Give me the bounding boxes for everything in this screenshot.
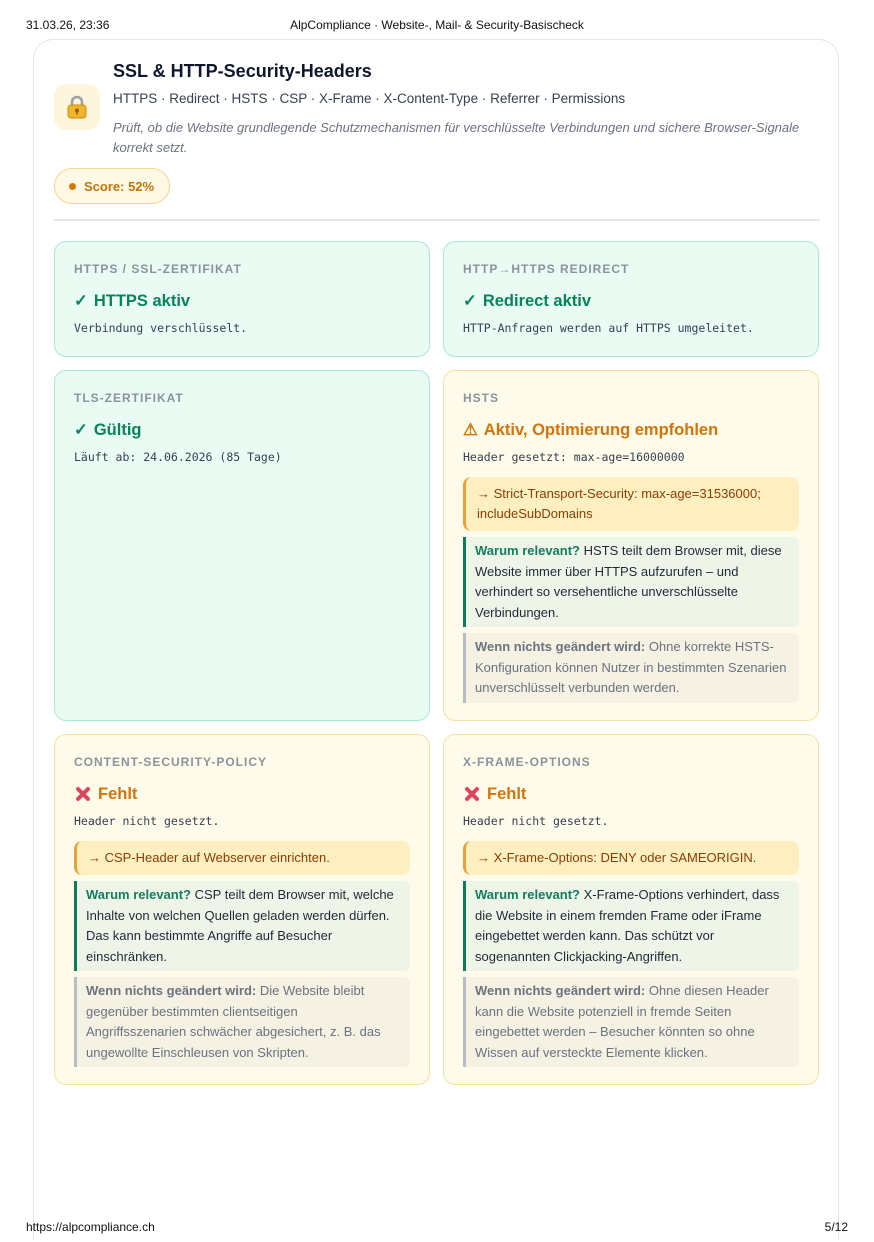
print-page-number: 5/12 bbox=[824, 1220, 848, 1234]
consequence-text: Ohne diesen Header kann die Website potenziell in fremde Seiten eingebettet werden – Besucher könnten so ohne Wissen auf versteckte Elemente klicken. bbox=[475, 983, 769, 1060]
cross-icon bbox=[74, 785, 92, 803]
check-card-hsts bbox=[443, 370, 819, 721]
section-description: Prüft, ob die Website grundlegende Schutzmechanismen für verschlüsselte Verbindungen und sichere Browser-Signale korrekt setzt. bbox=[113, 120, 800, 155]
check-status-text: HTTPS aktiv bbox=[93, 291, 191, 310]
check-detail: Header nicht gesetzt. bbox=[463, 814, 609, 828]
section-title: SSL & HTTP-Security-Headers bbox=[113, 61, 372, 81]
check-status bbox=[463, 420, 799, 440]
check-status-text: Aktiv, Optimierung empfohlen bbox=[483, 420, 719, 439]
check-detail: Header gesetzt: max-age=16000000 bbox=[463, 450, 685, 464]
security-section-card bbox=[33, 39, 839, 1240]
check-detail: Header nicht gesetzt. bbox=[74, 814, 220, 828]
consequence-label: Wenn nichts geändert wird: bbox=[86, 983, 257, 998]
check-detail: Verbindung verschlüsselt. bbox=[74, 321, 248, 335]
print-footer bbox=[26, 1220, 848, 1234]
score-badge bbox=[54, 168, 170, 204]
check-status-text: Redirect aktiv bbox=[482, 291, 592, 310]
consequence-label: Wenn nichts geändert wird: bbox=[475, 983, 646, 998]
divider bbox=[54, 219, 820, 221]
lock-icon bbox=[54, 84, 100, 130]
check-card-redirect bbox=[443, 241, 819, 357]
why-relevant-label: Warum relevant? bbox=[475, 543, 580, 558]
check-status bbox=[463, 784, 799, 804]
why-relevant-text: CSP teilt dem Browser mit, welche Inhalte von welchen Quellen geladen werden dürfen. Das kann bestimmte Angriffe auf Besucher einschränken. bbox=[86, 887, 394, 964]
print-document-title: AlpCompliance · Website-, Mail- & Security-Basischeck bbox=[290, 18, 584, 32]
recommendation-hint: → X-Frame-Options: DENY oder SAMEORIGIN. bbox=[463, 841, 799, 875]
check-label: HSTS bbox=[463, 391, 500, 405]
check-card-https bbox=[54, 241, 430, 357]
check-card-tls bbox=[54, 370, 430, 721]
check-label: TLS-ZERTIFIKAT bbox=[74, 391, 184, 405]
check-status bbox=[463, 291, 799, 311]
score-value: Score: 52% bbox=[84, 178, 155, 194]
why-relevant-text: HSTS teilt dem Browser mit, diese Website immer über HTTPS aufzurufen – und verhindert so versehentliche unverschlüsselte Verbindungen. bbox=[475, 543, 782, 620]
consequence-note bbox=[463, 633, 799, 703]
why-relevant-note bbox=[463, 881, 799, 971]
check-label: CONTENT-SECURITY-POLICY bbox=[74, 755, 268, 769]
check-detail: Läuft ab: 24.06.2026 (85 Tage) bbox=[74, 450, 282, 464]
why-relevant-text: X-Frame-Options verhindert, dass die Website in einem fremden Frame oder iFrame eingebettet werden kann. Das schützt vor sogenannten Clickjacking-Angriffen. bbox=[475, 887, 780, 964]
check-status-text: Gültig bbox=[93, 420, 142, 439]
check-status-text: Fehlt bbox=[98, 784, 138, 803]
consequence-text: Die Website bleibt gegenüber bestimmten clientseitigen Angriffsszenarien schwächer abgesichert, z. B. das ungewollte Einschleusen von Skripten. bbox=[86, 983, 381, 1060]
check-card-x-frame-options bbox=[443, 734, 819, 1085]
print-datetime: 31.03.26, 23:36 bbox=[26, 18, 110, 32]
checkmark-icon: ✓ bbox=[74, 421, 88, 439]
check-label: HTTP→HTTPS REDIRECT bbox=[463, 262, 630, 276]
consequence-note bbox=[74, 977, 410, 1067]
checkmark-icon: ✓ bbox=[463, 292, 477, 310]
check-label: HTTPS / SSL-ZERTIFIKAT bbox=[74, 262, 242, 276]
warning-icon: ⚠ bbox=[463, 421, 478, 439]
why-relevant-label: Warum relevant? bbox=[86, 887, 191, 902]
check-status bbox=[74, 291, 410, 311]
checkmark-icon: ✓ bbox=[74, 292, 88, 310]
recommendation-hint: → CSP-Header auf Webserver einrichten. bbox=[74, 841, 410, 875]
check-status-text: Fehlt bbox=[487, 784, 527, 803]
print-url: https://alpcompliance.ch bbox=[26, 1220, 155, 1234]
section-subtitle: HTTPS · Redirect · HSTS · CSP · X-Frame · X-Content-Type · Referrer · Permissions bbox=[113, 91, 626, 106]
check-status bbox=[74, 784, 410, 804]
check-status bbox=[74, 420, 410, 440]
cross-icon bbox=[463, 785, 481, 803]
why-relevant-note bbox=[463, 537, 799, 627]
print-header bbox=[26, 18, 848, 34]
recommendation-hint: → Strict-Transport-Security: max-age=31536000; includeSubDomains bbox=[463, 477, 799, 531]
check-card-csp bbox=[54, 734, 430, 1085]
check-detail: HTTP-Anfragen werden auf HTTPS umgeleitet. bbox=[463, 321, 754, 335]
score-dot-icon bbox=[69, 183, 76, 190]
consequence-label: Wenn nichts geändert wird: bbox=[475, 639, 646, 654]
why-relevant-note bbox=[74, 881, 410, 971]
why-relevant-label: Warum relevant? bbox=[475, 887, 580, 902]
consequence-text: Ohne korrekte HSTS-Konfiguration können Nutzer in bestimmten Szenarien unverschlüsselt verbunden werden. bbox=[475, 639, 787, 695]
check-label: X-FRAME-OPTIONS bbox=[463, 755, 591, 769]
consequence-note bbox=[463, 977, 799, 1067]
